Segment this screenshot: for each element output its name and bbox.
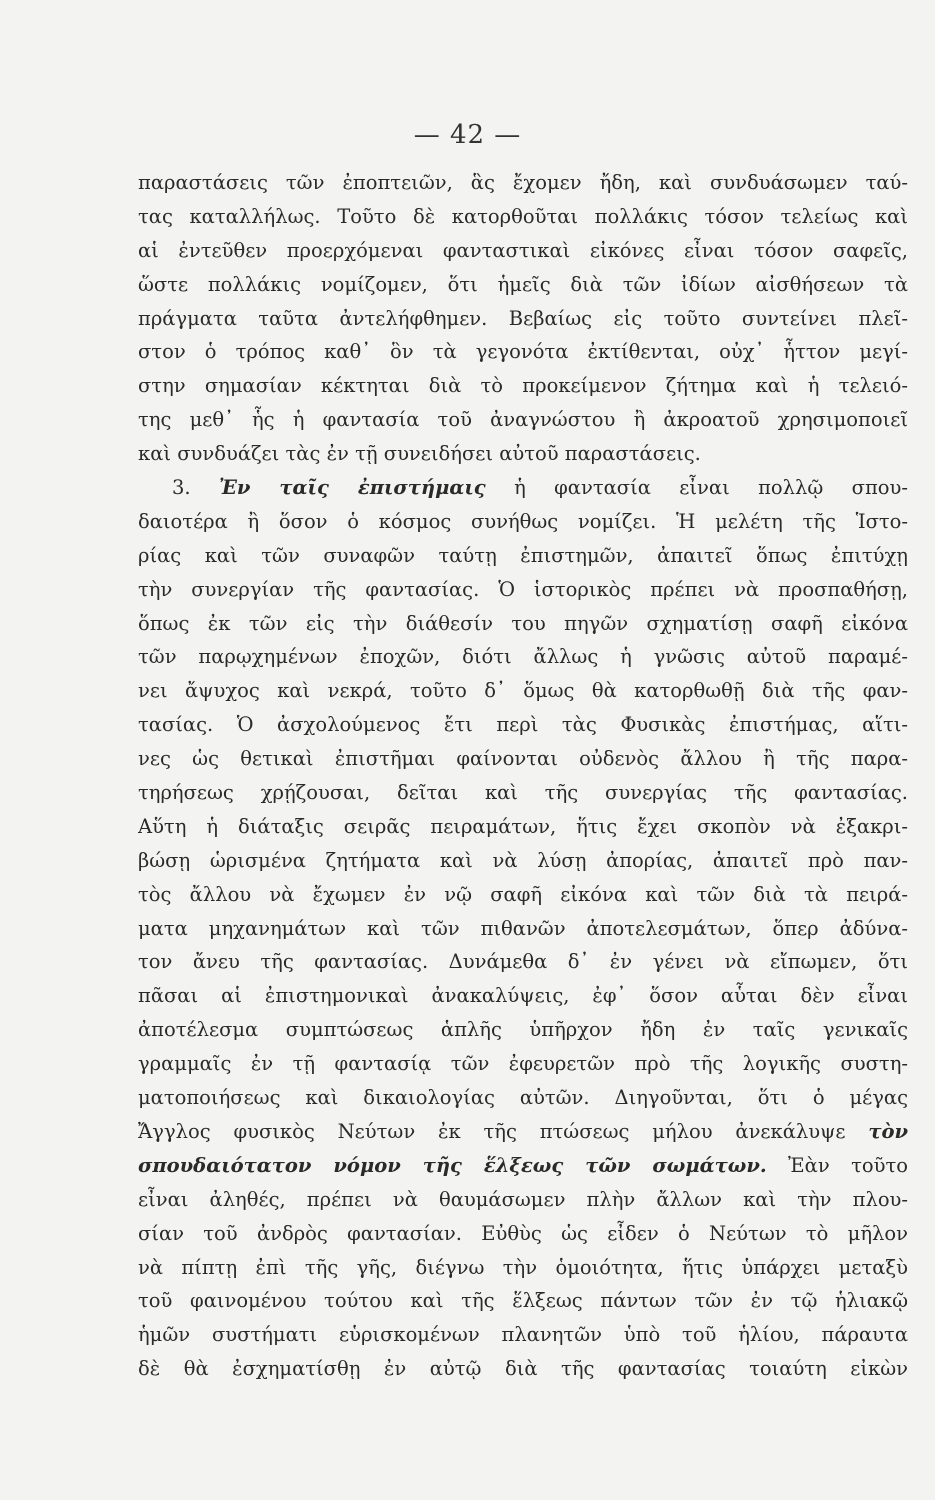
line-text: στην σημασίαν κέκτηται διὰ τὸ προκείμενον ζήτημα καὶ ἡ τελειό- bbox=[138, 374, 908, 398]
text-line bbox=[138, 1318, 908, 1352]
line-text: ἡ φαντασία εἶναι πολλῷ σπου- bbox=[485, 476, 908, 500]
line-text: τῶν παρῳχημένων ἐποχῶν, διότι ἄλλως ἡ γνῶσις αὐτοῦ παραμέ- bbox=[138, 645, 908, 669]
text-line bbox=[138, 302, 908, 336]
text-line bbox=[138, 471, 908, 505]
emphasized-text: τὸν bbox=[868, 1119, 908, 1143]
text-line bbox=[138, 335, 908, 369]
text-line bbox=[138, 810, 908, 844]
line-text: δαιοτέρα ἢ ὅσον ὁ κόσμος συνήθως νομίζει. Ἡ μελέτη τῆς Ἱστο- bbox=[138, 509, 908, 533]
line-text: Αὕτη ἡ διάταξις σειρᾶς πειραμάτων, ἥτις ἔχει σκοπὸν νὰ ἐξακρι- bbox=[138, 814, 908, 838]
text-line bbox=[138, 1284, 908, 1318]
line-text: καὶ συνδυάζει τὰς ἐν τῇ συνειδήσει αὐτοῦ παραστάσεις. bbox=[138, 442, 701, 466]
line-text: της μεθ᾿ ἧς ἡ φαντασία τοῦ ἀναγνώστου ἢ ἀκροατοῦ χρησιμοποιεῖ bbox=[138, 408, 908, 432]
text-line bbox=[138, 742, 908, 776]
text-line bbox=[138, 708, 908, 742]
emphasized-text: Ἐν ταῖς ἐπιστήμαις bbox=[219, 476, 486, 500]
text-line bbox=[138, 674, 908, 708]
text-line bbox=[138, 1081, 908, 1115]
line-text: γραμμαῖς ἐν τῇ φαντασίᾳ τῶν ἐφευρετῶν πρὸ τῆς λογικῆς συστη- bbox=[138, 1052, 908, 1076]
text-line bbox=[138, 200, 908, 234]
text-line bbox=[138, 1352, 908, 1386]
line-text: νει ἄψυχος καὶ νεκρά, τοῦτο δ᾿ ὅμως θὰ κατορθωθῇ διὰ τῆς φαν- bbox=[138, 679, 908, 703]
line-text: σίαν τοῦ ἀνδρὸς φαντασίαν. Εὐθὺς ὡς εἶδεν ὁ Νεύτων τὸ μῆλον bbox=[138, 1221, 908, 1245]
text-line bbox=[138, 1183, 908, 1217]
line-text: νες ὡς θετικαὶ ἐπιστῆμαι φαίνονται οὐδενὸς ἄλλου ἢ τῆς παρα- bbox=[138, 747, 908, 771]
text-line bbox=[138, 776, 908, 810]
line-text: Ἄγγλος φυσικὸς Νεύτων ἐκ τῆς πτώσεως μήλου ἀνεκάλυψε bbox=[138, 1119, 869, 1143]
line-text: παραστάσεις τῶν ἐποπτειῶν, ἃς ἔχομεν ἤδη, καὶ συνδυάσωμεν ταύ- bbox=[138, 171, 908, 194]
line-text: 3. bbox=[172, 476, 220, 500]
text-line bbox=[138, 1013, 908, 1047]
line-text: ματοποιήσεως καὶ δικαιολογίας αὐτῶν. Διηγοῦνται, ὅτι ὁ μέγας bbox=[138, 1086, 908, 1110]
text-line bbox=[138, 1047, 908, 1081]
line-text: τηρήσεως χρῄζουσαι, δεῖται καὶ τῆς συνεργίας τῆς φαντασίας. bbox=[138, 781, 908, 805]
text-line bbox=[138, 403, 908, 437]
line-text: αἱ ἐντεῦθεν προερχόμεναι φανταστικαὶ εἰκόνες εἶναι τόσον σαφεῖς, bbox=[138, 238, 908, 262]
emphasized-text: σπουδαιότατον νόμον τῆς ἕλξεως τῶν σωμάτων. bbox=[138, 1153, 767, 1177]
text-line bbox=[138, 437, 908, 471]
text-line bbox=[138, 1115, 908, 1149]
text-line bbox=[138, 945, 908, 979]
page-number: — 42 — bbox=[413, 120, 522, 150]
text-line bbox=[138, 1149, 908, 1183]
body-text bbox=[138, 166, 908, 1386]
line-text: τὸς ἄλλου νὰ ἔχωμεν ἐν νῷ σαφῆ εἰκόνα καὶ τῶν διὰ τὰ πειρά- bbox=[138, 882, 908, 906]
line-text: νὰ πίπτῃ ἐπὶ τῆς γῆς, διέγνω τὴν ὁμοιότητα, ἥτις ὑπάρχει μεταξὺ bbox=[138, 1255, 908, 1279]
line-text: τοῦ φαινομένου τούτου καὶ τῆς ἕλξεως πάντων τῶν ἐν τῷ ἡλιακῷ bbox=[138, 1289, 908, 1313]
line-text: βώσῃ ὡρισμένα ζητήματα καὶ νὰ λύσῃ ἀπορίας, ἀπαιτεῖ πρὸ παν- bbox=[138, 848, 908, 872]
text-line bbox=[138, 640, 908, 674]
line-text: πᾶσαι αἱ ἐπιστημονικαὶ ἀνακαλύψεις, ἐφ᾿ ὅσον αὗται δὲν εἶναι bbox=[138, 984, 908, 1008]
text-line bbox=[138, 1251, 908, 1285]
line-text: ἡμῶν συστήματι εὑρισκομένων πλανητῶν ὑπὸ τοῦ ἡλίου, πάραυτα bbox=[138, 1323, 908, 1347]
line-text: Ἐὰν τοῦτο bbox=[766, 1153, 908, 1177]
text-line bbox=[138, 505, 908, 539]
text-line bbox=[138, 573, 908, 607]
line-text: ὅπως ἐκ τῶν εἰς τὴν διάθεσίν του πηγῶν σχηματίσῃ σαφῆ εἰκόνα bbox=[138, 611, 908, 635]
text-line bbox=[138, 1217, 908, 1251]
line-text: ἀποτέλεσμα συμπτώσεως ἁπλῆς ὑπῆρχον ἤδη ἐν ταῖς γενικαῖς bbox=[138, 1018, 908, 1042]
text-line bbox=[138, 878, 908, 912]
text-line bbox=[138, 539, 908, 573]
line-text: τας καταλλήλως. Τοῦτο δὲ κατορθοῦται πολλάκις τόσον τελείως καὶ bbox=[138, 204, 908, 228]
text-line bbox=[138, 607, 908, 641]
text-line bbox=[138, 912, 908, 946]
line-text: ματα μηχανημάτων καὶ τῶν πιθανῶν ἀποτελεσμάτων, ὅπερ ἀδύνα- bbox=[138, 916, 908, 940]
text-line bbox=[138, 844, 908, 878]
line-text: ρίας καὶ τῶν συναφῶν ταύτῃ ἐπιστημῶν, ἀπαιτεῖ ὅπως ἐπιτύχῃ bbox=[138, 543, 908, 567]
text-line bbox=[138, 268, 908, 302]
text-line bbox=[138, 979, 908, 1013]
line-text: τὴν συνεργίαν τῆς φαντασίας. Ὁ ἱστορικὸς πρέπει νὰ προσπαθήσῃ, bbox=[138, 577, 908, 601]
line-text: στον ὁ τρόπος καθ᾿ ὃν τὰ γεγονότα ἐκτίθενται, οὐχ᾿ ἧττον μεγί- bbox=[138, 340, 908, 364]
text-line bbox=[138, 166, 908, 200]
text-line bbox=[138, 234, 908, 268]
line-text: ὥστε πολλάκις νομίζομεν, ὅτι ἡμεῖς διὰ τῶν ἰδίων αἰσθήσεων τὰ bbox=[138, 272, 908, 296]
line-text: εἶναι ἀληθές, πρέπει νὰ θαυμάσωμεν πλὴν ἄλλων καὶ τὴν πλου- bbox=[138, 1187, 908, 1211]
line-text: τον ἄνευ τῆς φαντασίας. Δυνάμεθα δ᾿ ἐν γένει νὰ εἴπωμεν, ὅτι bbox=[138, 950, 908, 974]
line-text: τασίας. Ὁ ἀσχολούμενος ἔτι περὶ τὰς Φυσικὰς ἐπιστήμας, αἵτι- bbox=[138, 713, 908, 737]
text-line bbox=[138, 369, 908, 403]
line-text: πράγματα ταῦτα ἀντελήφθημεν. Βεβαίως εἰς τοῦτο συντείνει πλεῖ- bbox=[138, 306, 908, 330]
line-text: δὲ θὰ ἐσχηματίσθῃ ἐν αὐτῷ διὰ τῆς φαντασίας τοιαύτη εἰκὼν bbox=[138, 1357, 908, 1381]
